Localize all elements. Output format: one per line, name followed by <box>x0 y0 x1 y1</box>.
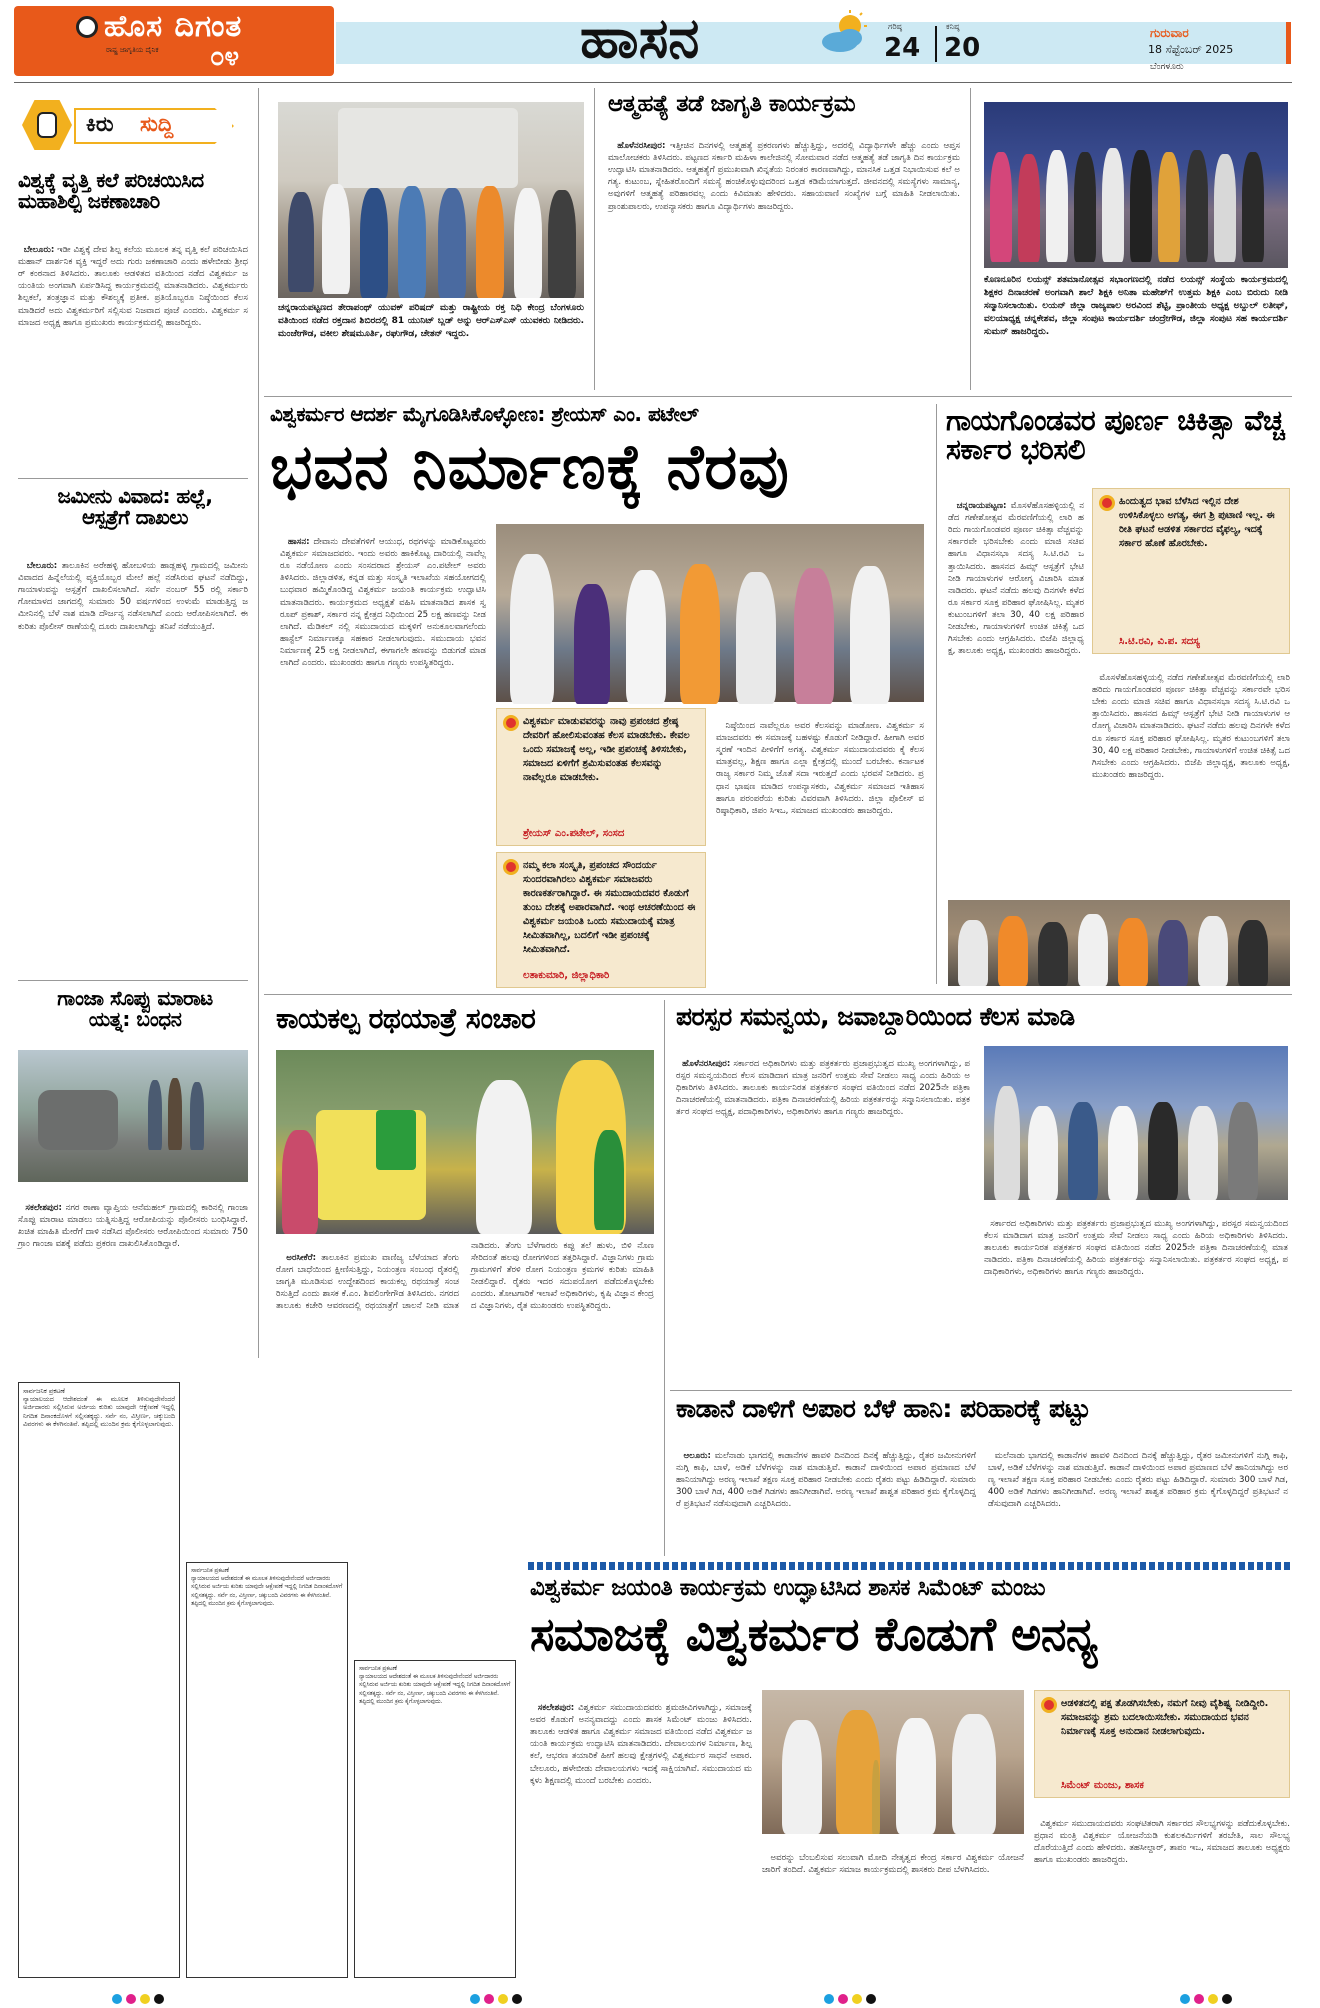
logo-icon <box>76 16 98 38</box>
samanvaya-headline: ಪರಸ್ಪರ ಸಮನ್ವಯ, ಜವಾಬ್ದಾರಿಯಿಂದ ಕೆಲಸ ಮಾಡಿ <box>676 1002 1075 1031</box>
masthead <box>0 0 1320 80</box>
kayakalpa-body <box>276 1240 657 1556</box>
logo-text: ಹೊಸ ದಿಗಂತ <box>104 9 243 44</box>
kirusuddi-suffix: ಸುದ್ದಿ <box>140 112 174 136</box>
quote-box-mp <box>496 708 706 846</box>
registration-mark <box>1194 1994 1204 2004</box>
lions-club-caption: ಕೊಣನೂರಿನ ಲಯನ್ಸ್ ಶತಮಾನೋತ್ಸವ ಸಭಾಂಗಣದಲ್ಲಿ ನಡೆದ ಲಯನ್ಸ್ ಸಂಸ್ಥೆಯ ಕಾರ್ಯಕ್ರಮದಲ್ಲಿ ಶಿಕ್ಷಕರ ದಿನಾಚರಣೆ ಅಂಗವಾಗಿ ಶಾಲೆ ಶಿಕ್ಷಕಿ ಅನಿತಾ ಮಹೇಶ್‌ಗೆ ಉತ್ತಮ ಶಿಕ್ಷಕಿ ಎಂಬ ಬಿರುದು ನೀಡಿ ಸನ್ಮಾನಿಸಲಾಯಿತು. ಲಯನ್ ಜಿಲ್ಲಾ ರಾಜ್ಯಪಾಲ ಅರವಿಂದ ಶೆಟ್ಟಿ, ಪ್ರಾಂತೀಯ ಅಧ್ಯಕ್ಷ ಅಬ್ದುಲ್ ಲತೀಫ್, ವಲಯಾಧ್ಯಕ್ಷ ಚನ್ನಕೇಶವ, ಜಿಲ್ಲಾ ಸಂಪುಟ ಕಾರ್ಯದರ್ಶಿ ಚಂದ್ರೇಗೌಡ, ಜಿಲ್ಲಾ ಸಂಪುಟ ಸಹ ಕಾರ್ಯದರ್ಶಿ ಸುಮನ್ ಹಾಜರಿದ್ದರು. <box>984 275 1288 337</box>
weather-icon <box>820 10 870 56</box>
kirusuddi-icon <box>22 100 72 150</box>
samanvaya-body <box>676 1046 973 1386</box>
left-story-3-title: ಗಾಂಜಾ ಸೊಪ್ಪು ಮಾರಾಟ ಯತ್ನ: ಬಂಧನ <box>57 986 213 1031</box>
registration-mark <box>838 1994 848 2004</box>
quote-box-dc <box>496 852 706 988</box>
ct-ravi-body-2 <box>1092 660 1293 894</box>
ct-ravi-text-2: ಮೊಸಳೆಹೊಸಹಳ್ಳಿಯಲ್ಲಿ ನಡೆದ ಗಣೇಶೋತ್ಸವ ಮೆರವಣಿಗೆಯಲ್ಲಿ ಲಾರಿ ಹರಿದು ಗಾಯಗೊಂಡವರ ಪೂರ್ಣ ಚಿಕಿತ್ಸಾ ವೆಚ್ಚವನ್ನು ಸರ್ಕಾರವೇ ಭರಿಸಬೇಕು ಎಂದು ಮಾಜಿ ಸಚಿವ ಹಾಗೂ ವಿಧಾನಸಭಾ ಸದಸ್ಯ ಸಿ.ಟಿ.ರವಿ ಒತ್ತಾಯಿಸಿದರು. ಹಾಸನದ ಹಿಮ್ಸ್ ಆಸ್ಪತ್ರೆಗೆ ಭೇಟಿ ನೀಡಿ ಗಾಯಾಳುಗಳ ಆರೋಗ್ಯ ವಿಚಾರಿಸಿ ಮಾತನಾಡಿದರು. ಘಟನೆ ನಡೆದು ಹಲವು ದಿನಗಳೇ ಕಳೆದರೂ ಸರ್ಕಾರ ಸೂಕ್ತ ಪರಿಹಾರ ಘೋಷಿಸಿಲ್ಲ. ಮೃತರ ಕುಟುಂಬಗಳಿಗೆ ತಲಾ 30, 40 ಲಕ್ಷ ಪರಿಹಾರ ನೀಡಬೇಕು, ಗಾಯಾಳುಗಳಿಗೆ ಉಚಿತ ಚಿಕಿತ್ಸೆ ಒದಗಿಸಬೇಕು ಎಂದು ಆಗ್ರಹಿಸಿದರು. ಬಿಜೆಪಿ ಜಿಲ್ಲಾಧ್ಯಕ್ಷ, ತಾಲೂಕು ಅಧ್ಯಕ್ಷ, ಮುಖಂಡರು ಹಾಜರಿದ್ದರು. <box>1092 673 1293 780</box>
logo-block <box>14 6 334 76</box>
bottom-body-2 <box>1034 1806 1293 1988</box>
legal-notice-1 <box>18 1382 180 1978</box>
min-temp: 20 <box>944 33 981 63</box>
left-story-1-place: ಬೇಲೂರು: <box>23 245 55 256</box>
column-divider <box>664 1000 665 1556</box>
quote-text-mp: ವಿಶ್ವಕರ್ಮ ಮಾಡುವವರನ್ನು ನಾವು ಪ್ರಪಂಚದ ಶ್ರೇಷ್ಠ ದೇವರಿಗೆ ಹೋಲಿಸುವಂತಹ ಕೆಲಸ ಮಾಡಬೇಕು. ಕೇವಲ ಒಂದು ಸಮಾಜಕ್ಕೆ ಅಲ್ಲ, ಇಡೀ ಪ್ರಪಂಚಕ್ಕೆ ತಿಳಿಸಬೇಕು, ಸಮಾಜದ ಏಳಿಗೆಗೆ ಶ್ರಮಿಸುವಂತಹ ಕೆಲಸವನ್ನು ನಾವೆಲ್ಲರೂ ಮಾಡಬೇಕು. <box>523 716 690 783</box>
registration-mark <box>866 1994 876 2004</box>
vishwakarma-event-photo <box>496 524 924 702</box>
bottom-story-band <box>528 1562 1292 1570</box>
registration-mark <box>498 1994 508 2004</box>
main-kicker: ವಿಶ್ವಕರ್ಮರ ಆದರ್ಶ ಮೈಗೂಡಿಸಿಕೊಳ್ಳೋಣ: ಶ್ರೇಯಸ್ ಎಂ. ಪಟೇಲ್ <box>270 402 699 426</box>
blood-donation-photo <box>278 102 584 298</box>
kayakalpa-place: ಅರಸೀಕೆರೆ: <box>286 1253 317 1264</box>
lions-club-photo <box>984 102 1288 268</box>
left-story-3-body <box>18 1190 251 1372</box>
press-day-photo <box>984 1046 1288 1200</box>
main-text-2: ನಿಷ್ಠೆಯಿಂದ ನಾವೆಲ್ಲರೂ ಅವರ ಕೆಲಸವನ್ನು ಮಾಡೋಣ. ವಿಶ್ವಕರ್ಮ ಸಮಾಜದವರು ಈ ಸಮಾಜಕ್ಕೆ ಬಹಳಷ್ಟು ಕೊಡುಗೆ ನೀಡಿದ್ದಾರೆ. ಹೀಗಾಗಿ ಅವರ ಸ್ಮರಣೆ ಇಂದಿನ ಪೀಳಿಗೆಗೆ ಅಗತ್ಯ. ವಿಶ್ವಕರ್ಮ ಸಮುದಾಯದವರು ಕೈ ಕೆಲಸ ಮಾತ್ರವಲ್ಲ, ಶಿಕ್ಷಣ ಹಾಗೂ ಎಲ್ಲಾ ಕ್ಷೇತ್ರದಲ್ಲಿ ಮುಂದೆ ಬರಬೇಕು. ಕರ್ನಾಟಕ ರಾಜ್ಯ ಸರ್ಕಾರ ನಿಮ್ಮ ಜೊತೆ ಸದಾ ಇರುತ್ತದೆ ಎಂದು ಭರವಸೆ ನೀಡಿದರು. ಪ್ರಧಾನ ಭಾಷಣ ಮಾಡಿದ ಉಪನ್ಯಾಸಕರು, ವಿಶ್ವಕರ್ಮ ಸಮಾಜದ ಇತಿಹಾಸ ಹಾಗೂ ಪರಂಪರೆಯ ಕುರಿತು ವಿವರವಾಗಿ ತಿಳಿಸಿದರು. ಜಿಲ್ಲಾ ಪೊಲೀಸ್ ವರಿಷ್ಠಾಧಿಕಾರಿ, ಜಿಪಂ ಸಿಇಒ, ಸಮಾಜದ ಮುಖಂಡರು ಹಾಜರಿದ್ದರು. <box>716 721 927 816</box>
left-story-3-place: ಸಕಲೇಶಪುರ: <box>25 1203 62 1214</box>
blood-donation-caption: ಚನ್ನರಾಯಪಟ್ಟಣದ ತೇರಾಪಂಥ್ ಯುವಕ್ ಪರಿಷದ್ ಮತ್ತು ರಾಷ್ಟ್ರೀಯ ರಕ್ತ ನಿಧಿ ಕೇಂದ್ರ ಬೆಂಗಳೂರು ವತಿಯಿಂದ ನಡೆದ ರಕ್ತದಾನ ಶಿಬಿರದಲ್ಲಿ 81 ಯುನಿಟ್ ಬ್ಲಡ್ ಅನ್ನು ಆರ್‌ಎಸ್‌ಎಸ್ ಯುವಕರು ನೀಡಿದರು. ಮಂಜೇಗೌಡ, ವಕೀಲ ಶೇಷಮೂರ್ತಿ, ರಘುಗೌಡ, ಚೇತನ್ ಇದ್ದರು. <box>278 303 584 339</box>
quote-box-ctravi <box>1092 488 1290 654</box>
kayakalpa-headline: ಕಾಯಕಲ್ಪ ರಥಯಾತ್ರೆ ಸಂಚಾರ <box>276 1002 536 1035</box>
bottom-caption-text: ಅವರನ್ನು ಬೆಂಬಲಿಸುವ ಸಲುವಾಗಿ ಮೋದಿ ನೇತೃತ್ವದ ಕೇಂದ್ರ ಸರ್ಕಾರ ವಿಶ್ವಕರ್ಮ ಯೋಜನೆ ಜಾರಿಗೆ ತಂದಿದೆ. ವಿಶ್ವಕರ್ಮ ಸಮಾಜ ಕಾರ್ಯಕ್ರಮದಲ್ಲಿ ಶಾಸಕರು ದೀಪ ಬೆಳಗಿಸಿದರು. <box>762 1853 1027 1876</box>
notice-text: ಸಾರ್ವಜನಿಕ ಪ್ರಕಟಣೆ ನ್ಯಾಯಾಲಯದ ಆದೇಶದಂತೆ ಈ ಮೂಲಕ ತಿಳಿಸುವುದೇನೆಂದರೆ ಅರ್ಜಿದಾರರು ಸಲ್ಲಿಸಿರುವ ಅರ್ಜಿಯ ಕುರಿತು ಯಾವುದೇ ಆಕ್ಷೇಪಣೆ ಇದ್ದಲ್ಲಿ ನಿಗದಿತ ದಿನಾಂಕದೊಳಗೆ ಸಲ್ಲಿಸತಕ್ಕದ್ದು. ಸರ್ವೆ ನಂ, ವಿಸ್ತೀರ್ಣ, ಚಕ್ಕುಬಂದಿ ವಿವರಗಳು ಈ ಕೆಳಗಿನಂತಿವೆ. ತಪ್ಪಿದಲ್ಲಿ ಮುಂದಿನ ಕ್ರಮ ಕೈಗೊಳ್ಳಲಾಗುವುದು. <box>191 1568 343 1607</box>
legal-notice-2 <box>186 1562 348 1978</box>
kayakalpa-text: ತಾಲೂಕಿನ ಪ್ರಮುಖ ವಾಣಿಜ್ಯ ಬೆಳೆಯಾದ ತೆಂಗು ರೋಗ ಬಾಧೆಯಿಂದ ಕ್ಷೀಣಿಸುತ್ತಿದ್ದು, ನಿಯಂತ್ರಣ ಸಂಬಂಧ ರೈತರಲ್ಲಿ ಜಾಗೃತಿ ಮೂಡಿಸುವ ಉದ್ದೇಶದಿಂದ ಕಾಯಕಲ್ಪ ರಥಯಾತ್ರೆ ಸಂಚರಿಸುತ್ತಿದೆ ಎಂದು ಶಾಸಕ ಕೆ.ಎಂ. ಶಿವಲಿಂಗೇಗೌಡ ತಿಳಿಸಿದರು. ನಗರದ ತಾಲೂಕು ಕಚೇರಿ ಆವರಣದಲ್ಲಿ ರಥಯಾತ್ರೆಗೆ ಚಾಲನೆ ನೀಡಿ ಮಾತನಾಡಿದರು. ತೆಂಗು ಬೆಳೆಗಾರರು ಕಪ್ಪು ತಲೆ ಹುಳು, ಬಿಳಿ ನೊಣ ಸೇರಿದಂತೆ ಹಲವು ರೋಗಗಳಿಂದ ತತ್ತರಿಸಿದ್ದಾರೆ. ವಿಜ್ಞಾನಿಗಳು ಗ್ರಾಮ ಗ್ರಾಮಗಳಿಗೆ ತೆರಳಿ ರೋಗ ನಿಯಂತ್ರಣ ಕ್ರಮಗಳ ಕುರಿತು ಮಾಹಿತಿ ನೀಡಲಿದ್ದಾರೆ. ರೈತರು ಇದರ ಸದುಪಯೋಗ ಪಡೆದುಕೊಳ್ಳಬೇಕು ಎಂದರು. ತೋಟಗಾರಿಕೆ ಇಲಾಖೆ ಅಧಿಕಾರಿಗಳು, ಕೃಷಿ ವಿಜ್ಞಾನ ಕೇಂದ್ರದ ವಿಜ್ಞಾನಿಗಳು, ರೈತ ಮುಖಂಡರು ಉಪಸ್ಥಿತರಿದ್ದರು. <box>276 1241 657 1312</box>
samanvaya-text: ಸರ್ಕಾರದ ಅಧಿಕಾರಿಗಳು ಮತ್ತು ಪತ್ರಕರ್ತರು ಪ್ರಜಾಪ್ರಭುತ್ವದ ಮುಖ್ಯ ಅಂಗಗಳಾಗಿದ್ದು, ಪರಸ್ಪರ ಸಮನ್ವಯದಿಂದ ಕೆಲಸ ಮಾಡಿದಾಗ ಮಾತ್ರ ಜನರಿಗೆ ಉತ್ತಮ ಸೇವೆ ನೀಡಲು ಸಾಧ್ಯ ಎಂದು ಹಿರಿಯ ಅಧಿಕಾರಿಗಳು ತಿಳಿಸಿದರು. ತಾಲೂಕು ಕಾರ್ಯನಿರತ ಪತ್ರಕರ್ತರ ಸಂಘದ ವತಿಯಿಂದ ನಡೆದ 2025ನೇ ಪತ್ರಿಕಾ ದಿನಾಚರಣೆಯಲ್ಲಿ ಮಾತನಾಡಿದರು. ಪತ್ರಿಕಾ ದಿನಾಚರಣೆಯಲ್ಲಿ ಹಿರಿಯ ಪತ್ರಕರ್ತರನ್ನು ಸನ್ಮಾನಿಸಲಾಯಿತು. ಪತ್ರಕರ್ತರ ಸಂಘದ ಅಧ್ಯಕ್ಷ, ಪದಾಧಿಕಾರಿಗಳು, ಅಧಿಕಾರಿಗಳು ಹಾಗೂ ಗಣ್ಯರು ಹಾಜರಿದ್ದರು. <box>676 1059 973 1118</box>
notice-heading: ಸಾರ್ವಜನಿಕ ಪ್ರಕಟಣೆ ನ್ಯಾಯಾಲಯದ ಆದೇಶದಂತೆ ಈ ಮೂಲಕ ತಿಳಿಸುವುದೇನೆಂದರೆ ಅರ್ಜಿದಾರರು ಸಲ್ಲಿಸಿರುವ ಅರ್ಜಿಯ ಕುರಿತು ಯಾವುದೇ ಆಕ್ಷೇಪಣೆ ಇದ್ದಲ್ಲಿ ನಿಗದಿತ ದಿನಾಂಕದೊಳಗೆ ಸಲ್ಲಿಸತಕ್ಕದ್ದು. ಸರ್ವೆ ನಂ, ವಿಸ್ತೀರ್ಣ, ಚಕ್ಕುಬಂದಿ ವಿವರಗಳು ಈ ಕೆಳಗಿನಂತಿವೆ. ತಪ್ಪಿದಲ್ಲಿ ಮುಂದಿನ ಕ್ರಮ ಕೈಗೊಳ್ಳಲಾಗುವುದು. <box>23 1387 175 1428</box>
bottom-place: ಸಕಲೇಶಪುರ: <box>537 1703 575 1714</box>
bottom-headline: ಸಮಾಜಕ್ಕೆ ವಿಶ್ವಕರ್ಮರ ಕೊಡುಗೆ ಅನನ್ಯ <box>530 1607 1098 1661</box>
registration-mark <box>140 1994 150 2004</box>
legal-notice-4 <box>522 1640 530 1648</box>
samanvaya-place: ಹೊಳೆನರಸೀಪುರ: <box>682 1059 731 1070</box>
header-rule <box>14 82 1292 83</box>
quote-icon <box>1041 1697 1057 1713</box>
date-full: 18 ಸೆಪ್ಟೆಂಬರ್ 2025 <box>1148 43 1234 56</box>
max-temp-label: ಗರಿಷ್ಠ <box>888 22 902 31</box>
registration-mark <box>484 1994 494 2004</box>
kayakalpa-photo <box>276 1050 654 1234</box>
header-band <box>336 22 1286 64</box>
quote-name-manju: ಸಿಮೆಂಟ್ ಮಂಜು, ಶಾಸಕ <box>1061 1780 1144 1791</box>
elephant-body-1 <box>676 1438 979 1556</box>
registration-mark <box>112 1994 122 2004</box>
section-divider <box>670 1390 1292 1391</box>
elephant-text: ಮಲೆನಾಡು ಭಾಗದಲ್ಲಿ ಕಾಡಾನೆಗಳ ಹಾವಳಿ ದಿನದಿಂದ ದಿನಕ್ಕೆ ಹೆಚ್ಚುತ್ತಿದ್ದು, ರೈತರ ಜಮೀನುಗಳಿಗೆ ನುಗ್ಗಿ ಕಾಫಿ, ಬಾಳೆ, ಅಡಿಕೆ ಬೆಳೆಗಳನ್ನು ನಾಶ ಮಾಡುತ್ತಿವೆ. ಕಾಡಾನೆ ದಾಳಿಯಿಂದ ಅಪಾರ ಪ್ರಮಾಣದ ಬೆಳೆ ಹಾನಿಯಾಗಿದ್ದು ಅರಣ್ಯ ಇಲಾಖೆ ತಕ್ಷಣ ಸೂಕ್ತ ಪರಿಹಾರ ನೀಡಬೇಕು ಎಂದು ರೈತರು ಪಟ್ಟು ಹಿಡಿದಿದ್ದಾರೆ. ಸುಮಾರು 300 ಬಾಳೆ ಗಿಡ, 400 ಅಡಿಕೆ ಗಿಡಗಳು ಹಾನಿಗೀಡಾಗಿವೆ. ಅರಣ್ಯ ಇಲಾಖೆ ಶಾಶ್ವತ ಪರಿಹಾರ ಕ್ರಮ ಕೈಗೊಳ್ಳದಿದ್ದರೆ ಪ್ರತಿಭಟನೆ ನಡೆಸುವುದಾಗಿ ಎಚ್ಚರಿಸಿದರು. <box>676 1451 979 1510</box>
left-story-2-text: ತಾಲೂಕಿನ ಅರೇಹಳ್ಳಿ ಹೋಬಳಿಯ ಹಾಡ್ಲಹಳ್ಳಿ ಗ್ರಾಮದಲ್ಲಿ ಜಮೀನು ವಿವಾದದ ಹಿನ್ನೆಲೆಯಲ್ಲಿ ವ್ಯಕ್ತಿಯೊಬ್ಬರ ಮೇಲೆ ಹಲ್ಲೆ ನಡೆಸಿರುವ ಘಟನೆ ನಡೆದಿದ್ದು, ಗಾಯಾಳುವನ್ನು ಆಸ್ಪತ್ರೆಗೆ ದಾಖಲಿಸಲಾಗಿದೆ. ಸರ್ವೆ ನಂಬರ್ 55 ರಲ್ಲಿ ಸರ್ಕಾರಿ ಗೋಮಾಳದ ಜಾಗದಲ್ಲಿ ಸುಮಾರು 50 ವರ್ಷಗಳಿಂದ ಉಳುಮೆ ಮಾಡುತ್ತಿದ್ದ ಜಮೀನಿನಲ್ಲಿ ಬೆಳೆ ನಾಶ ಮಾಡಿ ದೌರ್ಜನ್ಯ ನಡೆಸಲಾಗಿದೆ ಎಂದು ಆರೋಪಿಸಲಾಗಿದೆ. ಈ ಕುರಿತು ಪೊಲೀಸ್ ಠಾಣೆಯಲ್ಲಿ ದೂರು ದಾಖಲಾಗಿದ್ದು ತನಿಖೆ ನಡೆಯುತ್ತಿದೆ. <box>18 561 251 632</box>
ct-ravi-body-1 <box>948 488 1087 894</box>
header-accent-bar <box>1286 22 1291 64</box>
notice-text: ಸಾರ್ವಜನಿಕ ಪ್ರಕಟಣೆ ನ್ಯಾಯಾಲಯದ ಆದೇಶದಂತೆ ಈ ಮೂಲಕ ತಿಳಿಸುವುದೇನೆಂದರೆ ಅರ್ಜಿದಾರರು ಸಲ್ಲಿಸಿರುವ ಅರ್ಜಿಯ ಕುರಿತು ಯಾವುದೇ ಆಕ್ಷೇಪಣೆ ಇದ್ದಲ್ಲಿ ನಿಗದಿತ ದಿನಾಂಕದೊಳಗೆ ಸಲ್ಲಿಸತಕ್ಕದ್ದು. ಸರ್ವೆ ನಂ, ವಿಸ್ತೀರ್ಣ, ಚಕ್ಕುಬಂದಿ ವಿವರಗಳು ಈ ಕೆಳಗಿನಂತಿವೆ. ತಪ್ಪಿದಲ್ಲಿ ಮುಂದಿನ ಕ್ರಮ ಕೈಗೊಳ್ಳಲಾಗುವುದು. <box>359 1666 511 1705</box>
left-story-1-title: ವಿಶ್ವಕ್ಕೆ ವೃತ್ತಿ ಕಲೆ ಪರಿಚಯಿಸಿದ ಮಹಾಶಿಲ್ಪಿ ಜಕಣಾಚಾರಿ <box>18 168 204 213</box>
quote-name-mp: ಶ್ರೇಯಸ್ ಎಂ.ಪಟೇಲ್, ಸಂಸದ <box>523 828 625 839</box>
left-story-2-body <box>18 548 251 974</box>
kirusuddi-banner <box>22 100 242 156</box>
cement-manju-photo <box>762 1690 1024 1834</box>
ct-ravi-photo <box>948 900 1290 986</box>
section-divider <box>264 396 1292 397</box>
main-text-1: ದೇವಾನು ದೇವತೆಗಳಿಗೆ ಆಯುಧ, ರಥಗಳನ್ನು ಮಾಡಿಕೊಟ್ಟವರು ವಿಶ್ವಕರ್ಮ ಸಮಾಜದವರು. ಇಂದು ಅವರು ಹಾಕಿಕೊಟ್ಟ ದಾರಿಯಲ್ಲಿ ನಾವೆಲ್ಲರೂ ನಡೆಯೋಣ ಎಂದು ಸಂಸದರಾದ ಶ್ರೇಯಸ್ ಎಂ.ಪಟೇಲ್ ಅವರು ತಿಳಿಸಿದರು. ಜಿಲ್ಲಾಡಳಿತ, ಕನ್ನಡ ಮತ್ತು ಸಂಸ್ಕೃತಿ ಇಲಾಖೆಯ ಸಹಯೋಗದಲ್ಲಿ ಬುಧವಾರ ಹಮ್ಮಿಕೊಂಡಿದ್ದ ವಿಶ್ವಕರ್ಮ ಜಯಂತಿ ಕಾರ್ಯಕ್ರಮ ಉದ್ಘಾಟಿಸಿ ಮಾತನಾಡಿದರು. ಕಾರ್ಯಕ್ರಮದ ಅಧ್ಯಕ್ಷತೆ ವಹಿಸಿ ಮಾತನಾಡಿದ ಶಾಸಕ ಸ್ವರೂಪ್ ಪ್ರಕಾಶ್, ಸರ್ಕಾರ ನನ್ನ ಕ್ಷೇತ್ರದ ನಿಧಿಯಿಂದ 25 ಲಕ್ಷ ಹಣವನ್ನು ನೀಡಲಾಗಿದೆ. ಮೆಡಿಕಲ್ ನಲ್ಲಿ ಸಮುದಾಯದ ಮಕ್ಕಳಿಗೆ ಅನುಕೂಲವಾಗಲೆಂದು ಹಾಸ್ಟೆಲ್ ನಿರ್ಮಾಣಕ್ಕೂ ಸಹಕಾರ ನೀಡಲಾಗುವುದು. ಸಮುದಾಯ ಭವನ ನಿರ್ಮಾಣಕ್ಕೆ 25 ಲಕ್ಷ ನೀಡಲಾಗಿದೆ, ಈಗಾಗಲೇ ಹಣವನ್ನು ಬಿಡುಗಡೆ ಮಾಡಲಾಗಿದೆ ಎಂದರು. ಮುಖಂಡರು ಹಾಗೂ ಗಣ್ಯರು ಉಪಸ್ಥಿತರಿದ್ದರು. <box>280 537 489 669</box>
legal-notice-3 <box>354 1660 516 1978</box>
registration-mark <box>1222 1994 1232 2004</box>
bottom-kicker: ವಿಶ್ವಕರ್ಮ ಜಯಂತಿ ಕಾರ್ಯಕ್ರಮ ಉದ್ಘಾಟಿಸಿದ ಶಾಸಕ ಸಿಮೆಂಟ್ ಮಂಜು <box>530 1575 1046 1601</box>
divider <box>18 980 248 981</box>
quote-text-ctravi: ಹಿಂದುತ್ವದ ಭಾವ ಬೆಳೆಸಿದ ಇಲ್ಲಿನ ದೇಶ ಉಳಿಸಿಕೊಳ್ಳಲು ಅಗತ್ಯ, ಈಗ ಶ್ರಿ ಪುಟಾಣಿ ಇಲ್ಲ. ಈ ರೀತಿ ಘಟನೆ ಆಡಳಿತ ಸರ್ಕಾರದ ವೈಫಲ್ಯ, ಇದಕ್ಕೆ ಸರ್ಕಾರ ಹೊಣೆ ಹೊರಬೇಕು. <box>1119 496 1275 549</box>
quote-name-dc: ಲತಾಕುಮಾರಿ, ಜಿಲ್ಲಾಧಿಕಾರಿ <box>523 970 610 981</box>
elephant-text-2: ಮಲೆನಾಡು ಭಾಗದಲ್ಲಿ ಕಾಡಾನೆಗಳ ಹಾವಳಿ ದಿನದಿಂದ ದಿನಕ್ಕೆ ಹೆಚ್ಚುತ್ತಿದ್ದು, ರೈತರ ಜಮೀನುಗಳಿಗೆ ನುಗ್ಗಿ ಕಾಫಿ, ಬಾಳೆ, ಅಡಿಕೆ ಬೆಳೆಗಳನ್ನು ನಾಶ ಮಾಡುತ್ತಿವೆ. ಕಾಡಾನೆ ದಾಳಿಯಿಂದ ಅಪಾರ ಪ್ರಮಾಣದ ಬೆಳೆ ಹಾನಿಯಾಗಿದ್ದು ಅರಣ್ಯ ಇಲಾಖೆ ತಕ್ಷಣ ಸೂಕ್ತ ಪರಿಹಾರ ನೀಡಬೇಕು ಎಂದು ರೈತರು ಪಟ್ಟು ಹಿಡಿದಿದ್ದಾರೆ. ಸುಮಾರು 300 ಬಾಳೆ ಗಿಡ, 400 ಅಡಿಕೆ ಗಿಡಗಳು ಹಾನಿಗೀಡಾಗಿವೆ. ಅರಣ್ಯ ಇಲಾಖೆ ಶಾಶ್ವತ ಪರಿಹಾರ ಕ್ರಮ ಕೈಗೊಳ್ಳದಿದ್ದರೆ ಪ್ರತಿಭಟನೆ ನಡೆಸುವುದಾಗಿ ಎಚ್ಚರಿಸಿದರು. <box>988 1451 1291 1510</box>
bottom-photo-caption <box>762 1840 1027 1988</box>
quote-icon <box>1099 495 1115 511</box>
divider <box>18 478 248 479</box>
ct-ravi-headline: ಗಾಯಗೊಂಡವರ ಪೂರ್ಣ ಚಿಕಿತ್ಸಾ ವೆಚ್ಚ ಸರ್ಕಾರ ಭರಿಸಲಿ <box>946 404 1285 467</box>
elephant-place: ಆಲೂರು: <box>683 1451 711 1462</box>
main-body-2 <box>716 708 927 986</box>
suicide-prevention-text: ಇತ್ತೀಚಿನ ದಿನಗಳಲ್ಲಿ ಆತ್ಮಹತ್ಯೆ ಪ್ರಕರಣಗಳು ಹೆಚ್ಚುತ್ತಿದ್ದು, ಅದರಲ್ಲಿ ವಿದ್ಯಾರ್ಥಿಗಳೇ ಹೆಚ್ಚು ಎಂದು ಆಪ್ತಸಮಾಲೋಚಕರು ತಿಳಿಸಿದರು. ಪಟ್ಟಣದ ಸರ್ಕಾರಿ ಮಹಿಳಾ ಕಾಲೇಜಿನಲ್ಲಿ ಸೋಮವಾರ ನಡೆದ ಆತ್ಮಹತ್ಯೆ ತಡೆ ಜಾಗೃತಿ ದಿನ ಕಾರ್ಯಕ್ರಮ ಉದ್ಘಾಟಿಸಿ ಮಾತನಾಡಿದರು. ಆತ್ಮಹತ್ಯೆಗೆ ಪ್ರಮುಖವಾಗಿ ಖಿನ್ನತೆಯ ನಿರಂತರ ಕಾರಣವಾಗಿದ್ದು, ಮಾನಸಿಕ ಒತ್ತಡ ನಿಭಾಯಿಸುವ ಕಲೆ ಅಗತ್ಯ. ಕುಟುಂಬ, ಸ್ನೇಹಿತರೊಂದಿಗೆ ಸಮಸ್ಯೆ ಹಂಚಿಕೊಳ್ಳುವುದರಿಂದ ಒತ್ತಡ ಕಡಿಮೆಯಾಗುತ್ತದೆ. ಜೀವನದಲ್ಲಿ ಸಮಸ್ಯೆಗಳು ಸಾಮಾನ್ಯ, ಅವುಗಳಿಗೆ ಆತ್ಮಹತ್ಯೆ ಪರಿಹಾರವಲ್ಲ ಎಂದು ಕಿವಿಮಾತು ಹೇಳಿದರು. ಸಹಾಯವಾಣಿ ಸಂಖ್ಯೆಗಳ ಬಗ್ಗೆ ಮಾಹಿತಿ ನೀಡಲಾಯಿತು. ಪ್ರಾಂಶುಪಾಲರು, ಉಪನ್ಯಾಸಕರು ಹಾಗೂ ವಿದ್ಯಾರ್ಥಿಗಳು ಹಾಜರಿದ್ದರು. <box>608 141 963 212</box>
registration-mark <box>470 1994 480 2004</box>
suicide-prevention-body <box>608 128 963 390</box>
registration-mark <box>824 1994 834 2004</box>
samanvaya-text-2: ಸರ್ಕಾರದ ಅಧಿಕಾರಿಗಳು ಮತ್ತು ಪತ್ರಕರ್ತರು ಪ್ರಜಾಪ್ರಭುತ್ವದ ಮುಖ್ಯ ಅಂಗಗಳಾಗಿದ್ದು, ಪರಸ್ಪರ ಸಮನ್ವಯದಿಂದ ಕೆಲಸ ಮಾಡಿದಾಗ ಮಾತ್ರ ಜನರಿಗೆ ಉತ್ತಮ ಸೇವೆ ನೀಡಲು ಸಾಧ್ಯ ಎಂದು ಹಿರಿಯ ಅಧಿಕಾರಿಗಳು ತಿಳಿಸಿದರು. ತಾಲೂಕು ಕಾರ್ಯನಿರತ ಪತ್ರಕರ್ತರ ಸಂಘದ ವತಿಯಿಂದ ನಡೆದ 2025ನೇ ಪತ್ರಿಕಾ ದಿನಾಚರಣೆಯಲ್ಲಿ ಮಾತನಾಡಿದರು. ಪತ್ರಿಕಾ ದಿನಾಚರಣೆಯಲ್ಲಿ ಹಿರಿಯ ಪತ್ರಕರ್ತರನ್ನು ಸನ್ಮಾನಿಸಲಾಯಿತು. ಪತ್ರಕರ್ತರ ಸಂಘದ ಅಧ್ಯಕ್ಷ, ಪದಾಧಿಕಾರಿಗಳು, ಅಧಿಕಾರಿಗಳು ಹಾಗೂ ಗಣ್ಯರು ಹಾಜರಿದ್ದರು. <box>984 1219 1291 1278</box>
registration-mark <box>1180 1994 1190 2004</box>
quote-box-manju <box>1034 1690 1290 1798</box>
registration-mark <box>1208 1994 1218 2004</box>
page-number: ೦೪ <box>210 42 240 72</box>
bottom-text-2: ವಿಶ್ವಕರ್ಮ ಸಮುದಾಯದವರು ಸಂಘಟಿತರಾಗಿ ಸರ್ಕಾರದ ಸೌಲಭ್ಯಗಳನ್ನು ಪಡೆದುಕೊಳ್ಳಬೇಕು. ಪ್ರಧಾನ ಮಂತ್ರಿ ವಿಶ್ವಕರ್ಮ ಯೋಜನೆಯಡಿ ಕುಶಲಕರ್ಮಿಗಳಿಗೆ ತರಬೇತಿ, ಸಾಲ ಸೌಲಭ್ಯ ದೊರೆಯುತ್ತಿದೆ ಎಂದು ಹೇಳಿದರು. ತಹಸೀಲ್ದಾರ್, ತಾಪಂ ಇಒ, ಸಮಾಜದ ತಾಲೂಕು ಅಧ್ಯಕ್ಷರು ಹಾಗೂ ಮುಖಂಡರು ಹಾಜರಿದ್ದರು. <box>1034 1819 1293 1866</box>
column-divider <box>258 88 259 1358</box>
samanvaya-body-2 <box>984 1206 1291 1386</box>
registration-mark <box>126 1994 136 2004</box>
quote-icon <box>503 715 519 731</box>
left-story-2-title: ಜಮೀನು ವಿವಾದ: ಹಲ್ಲೆ, ಆಸ್ಪತ್ರೆಗೆ ದಾಖಲು <box>57 484 213 529</box>
section-divider <box>264 994 1292 995</box>
logo-tagline: ರಾಷ್ಟ್ರ ಜಾಗೃತಿಯ ದೈನಿಕ <box>106 46 159 54</box>
left-story-2-place: ಬೇಲೂರು: <box>26 561 58 572</box>
ganja-arrest-photo <box>18 1050 248 1182</box>
column-divider <box>594 88 595 390</box>
registration-mark <box>512 1994 522 2004</box>
main-place: ಹಾಸನ: <box>287 537 310 548</box>
kirusuddi-prefix: ಕಿರು <box>86 112 114 136</box>
temp-divider <box>935 26 937 62</box>
max-temp: 24 <box>884 33 921 63</box>
registration-mark <box>154 1994 164 2004</box>
date-day: ಗುರುವಾರ <box>1150 26 1189 40</box>
quote-text-manju: ಆಡಳಿತದಲ್ಲಿ ಪಕ್ಷ ತೊಡಗಿಸಬೇಕು, ನಮಗೆ ನೀವು ವೈಶಿಷ್ಟ್ಯ ನೀಡಿದ್ದೀರಿ. ಸಮಾಜವನ್ನು ಶ್ರಮ ಬದಲಾಯಿಸಬೇಕು. ಸಮುದಾಯದ ಭವನ ನಿರ್ಮಾಣಕ್ಕೆ ಸೂಕ್ತ ಅನುದಾನ ನೀಡಲಾಗುವುದು. <box>1061 1698 1269 1737</box>
elephant-body-2 <box>988 1438 1291 1556</box>
elephant-headline: ಕಾಡಾನೆ ದಾಳಿಗೆ ಅಪಾರ ಬೆಳೆ ಹಾನಿ: ಪರಿಹಾರಕ್ಕೆ ಪಟ್ಟು <box>676 1394 1091 1423</box>
bottom-text-1: ವಿಶ್ವಕರ್ಮ ಸಮುದಾಯದವರು ಶ್ರಮಜೀವಿಗಳಾಗಿದ್ದು, ಸಮಾಜಕ್ಕೆ ಅವರ ಕೊಡುಗೆ ಅನನ್ಯವಾದದ್ದು ಎಂದು ಶಾಸಕ ಸಿಮೆಂಟ್ ಮಂಜು ತಿಳಿಸಿದರು. ತಾಲೂಕು ಆಡಳಿತ ಹಾಗೂ ವಿಶ್ವಕರ್ಮ ಸಮಾಜದ ವತಿಯಿಂದ ನಡೆದ ವಿಶ್ವಕರ್ಮ ಜಯಂತಿ ಕಾರ್ಯಕ್ರಮ ಉದ್ಘಾಟಿಸಿ ಮಾತನಾಡಿದರು. ದೇವಾಲಯಗಳ ನಿರ್ಮಾಣ, ಶಿಲ್ಪಕಲೆ, ಆಭರಣ ತಯಾರಿಕೆ ಹೀಗೆ ಹಲವು ಕ್ಷೇತ್ರಗಳಲ್ಲಿ ವಿಶ್ವಕರ್ಮರ ಸಾಧನೆ ಅಪಾರ. ಬೇಲೂರು, ಹಳೇಬೀಡು ದೇವಾಲಯಗಳು ಇದಕ್ಕೆ ಸಾಕ್ಷಿಯಾಗಿವೆ. ಸಮುದಾಯದ ಮಕ್ಕಳು ಶಿಕ್ಷಣದಲ್ಲಿ ಮುಂದೆ ಬರಬೇಕು ಎಂದರು. <box>530 1703 755 1786</box>
ct-ravi-text: ಮೊಸಳೆಹೊಸಹಳ್ಳಿಯಲ್ಲಿ ನಡೆದ ಗಣೇಶೋತ್ಸವ ಮೆರವಣಿಗೆಯಲ್ಲಿ ಲಾರಿ ಹರಿದು ಗಾಯಗೊಂಡವರ ಪೂರ್ಣ ಚಿಕಿತ್ಸಾ ವೆಚ್ಚವನ್ನು ಸರ್ಕಾರವೇ ಭರಿಸಬೇಕು ಎಂದು ಮಾಜಿ ಸಚಿವ ಹಾಗೂ ವಿಧಾನಸಭಾ ಸದಸ್ಯ ಸಿ.ಟಿ.ರವಿ ಒತ್ತಾಯಿಸಿದರು. ಹಾಸನದ ಹಿಮ್ಸ್ ಆಸ್ಪತ್ರೆಗೆ ಭೇಟಿ ನೀಡಿ ಗಾಯಾಳುಗಳ ಆರೋಗ್ಯ ವಿಚಾರಿಸಿ ಮಾತನಾಡಿದರು. ಘಟನೆ ನಡೆದು ಹಲವು ದಿನಗಳೇ ಕಳೆದರೂ ಸರ್ಕಾರ ಸೂಕ್ತ ಪರಿಹಾರ ಘೋಷಿಸಿಲ್ಲ. ಮೃತರ ಕುಟುಂಬಗಳಿಗೆ ತಲಾ 30, 40 ಲಕ್ಷ ಪರಿಹಾರ ನೀಡಬೇಕು, ಗಾಯಾಳುಗಳಿಗೆ ಉಚಿತ ಚಿಕಿತ್ಸೆ ಒದಗಿಸಬೇಕು ಎಂದು ಆಗ್ರಹಿಸಿದರು. ಬಿಜೆಪಿ ಜಿಲ್ಲಾಧ್ಯಕ್ಷ, ತಾಲೂಕು ಅಧ್ಯಕ್ಷ, ಮುಖಂಡರು ಹಾಜರಿದ್ದರು. <box>948 501 1087 657</box>
column-divider <box>970 88 971 390</box>
suicide-prevention-place: ಹೊಳೆನರಸೀಪುರ: <box>617 141 666 152</box>
left-story-1-text: ಇಡೀ ವಿಶ್ವಕ್ಕೆ ದೇವ ಶಿಲ್ಪ ಕಲೆಯ ಮೂಲಕ ತನ್ನ ವೃತ್ತಿ ಕಲೆ ಪರಿಚಯಿಸಿದ ಮಹಾನ್ ದಾರ್ಶನಿಕ ವ್ಯಕ್ತಿ ಇದ್ದರೆ ಅದು ಗುರು ಜಕಣಾಚಾರಿ ಎಂದು ಹಳೇಬೀಡು ಶ್ರೀಧರ್ ಕಂಠನಾದ ತಿಳಿಸಿದರು. ತಾಲೂಕು ಆಡಳಿತದ ವತಿಯಿಂದ ನಡೆದ ವಿಶ್ವಕರ್ಮ ಜಯಂತಿಯ ಅಂಗವಾಗಿ ಏರ್ಪಡಿಸಿದ್ದ ಕಾರ್ಯಕ್ರಮದಲ್ಲಿ ಮಾತನಾಡಿದರು. ವಿಶ್ವಕರ್ಮರು ಶಿಲ್ಪಕಲೆ, ತಂತ್ರಜ್ಞಾನ ಮತ್ತು ಕೌಶಲ್ಯಕ್ಕೆ ಪ್ರತೀಕ. ಪ್ರತಿಯೊಬ್ಬರೂ ನಿಷ್ಠೆಯಿಂದ ಕೆಲಸ ಮಾಡಿದರೆ ಅದು ವಿಶ್ವಕರ್ಮರಿಗೆ ಸಲ್ಲಿಸುವ ನಿಜವಾದ ಪೂಜೆ ಎಂದರು. ವಿಶ್ವಕರ್ಮ ಸಮಾಜದ ಅಧ್ಯಕ್ಷ ಹಾಗೂ ಪ್ರಮುಖರು ಕಾರ್ಯಕ್ರಮದಲ್ಲಿ ಹಾಜರಿದ್ದರು. <box>18 245 251 328</box>
quote-icon <box>503 859 519 875</box>
quote-name-ctravi: ಸಿ.ಟಿ.ರವಿ, ವಿ.ಪ. ಸದಸ್ಯ <box>1119 636 1200 647</box>
left-story-1-body <box>18 232 251 472</box>
city-title: ಹಾಸನ <box>580 6 700 71</box>
main-headline: ಭವನ ನಿರ್ಮಾಣಕ್ಕೆ ನೆರವು <box>270 430 790 503</box>
main-body-1 <box>280 524 489 972</box>
column-divider <box>936 404 937 984</box>
left-story-3-text: ನಗರ ಠಾಣಾ ವ್ಯಾಪ್ತಿಯ ಆನೆಮಹಲ್ ಗ್ರಾಮದಲ್ಲಿ ಕಾರಿನಲ್ಲಿ ಗಾಂಜಾ ಸೊಪ್ಪು ಮಾರಾಟ ಮಾಡಲು ಯತ್ನಿಸುತ್ತಿದ್ದ ಆರೋಪಿಯನ್ನು ಪೊಲೀಸರು ಬಂಧಿಸಿದ್ದಾರೆ. ಖಚಿತ ಮಾಹಿತಿ ಮೇರೆಗೆ ದಾಳಿ ನಡೆಸಿದ ಪೊಲೀಸರು ಆರೋಪಿಯಿಂದ ಸುಮಾರು 750 ಗ್ರಾಂ ಗಾಂಜಾ ವಶಕ್ಕೆ ಪಡೆದು ಪ್ರಕರಣ ದಾಖಲಿಸಿಕೊಂಡಿದ್ದಾರೆ. <box>18 1203 251 1250</box>
registration-mark <box>852 1994 862 2004</box>
suicide-prevention-headline: ಆತ್ಮಹತ್ಯೆ ತಡೆ ಜಾಗೃತಿ ಕಾರ್ಯಕ್ರಮ <box>608 91 856 117</box>
bottom-body-1 <box>530 1690 755 1988</box>
edition: ಬೆಂಗಳೂರು <box>1150 62 1184 72</box>
ct-ravi-place: ಚನ್ನರಾಯಪಟ್ಟಣ: <box>956 501 1007 512</box>
min-temp-label: ಕನಿಷ್ಠ <box>946 22 960 31</box>
quote-text-dc: ನಮ್ಮ ಕಲಾ ಸಂಸ್ಕೃತಿ, ಪ್ರಪಂಚದ ಸೌಂದರ್ಯ ಸುಂದರವಾಗಿರಲು ವಿಶ್ವಕರ್ಮ ಸಮಾಜವರು ಕಾರಣಕರ್ತರಾಗಿದ್ದಾರೆ. ಈ ಸಮುದಾಯದವರ ಕೊಡುಗೆ ತುಂಬ ದೇಶಕ್ಕೆ ಅಪಾರವಾಗಿದೆ. ಇಂಥ ಆಚರಣೆಯಿಂದ ಈ ವಿಶ್ವಕರ್ಮ ಜಯಂತಿ ಒಂದು ಸಮುದಾಯಕ್ಕೆ ಮಾತ್ರ ಸೀಮಿತವಾಗಿಲ್ಲ, ಬದಲಿಗೆ ಇಡೀ ಪ್ರಪಂಚಕ್ಕೆ ಸೀಮಿತವಾಗಿದೆ. <box>523 860 696 955</box>
